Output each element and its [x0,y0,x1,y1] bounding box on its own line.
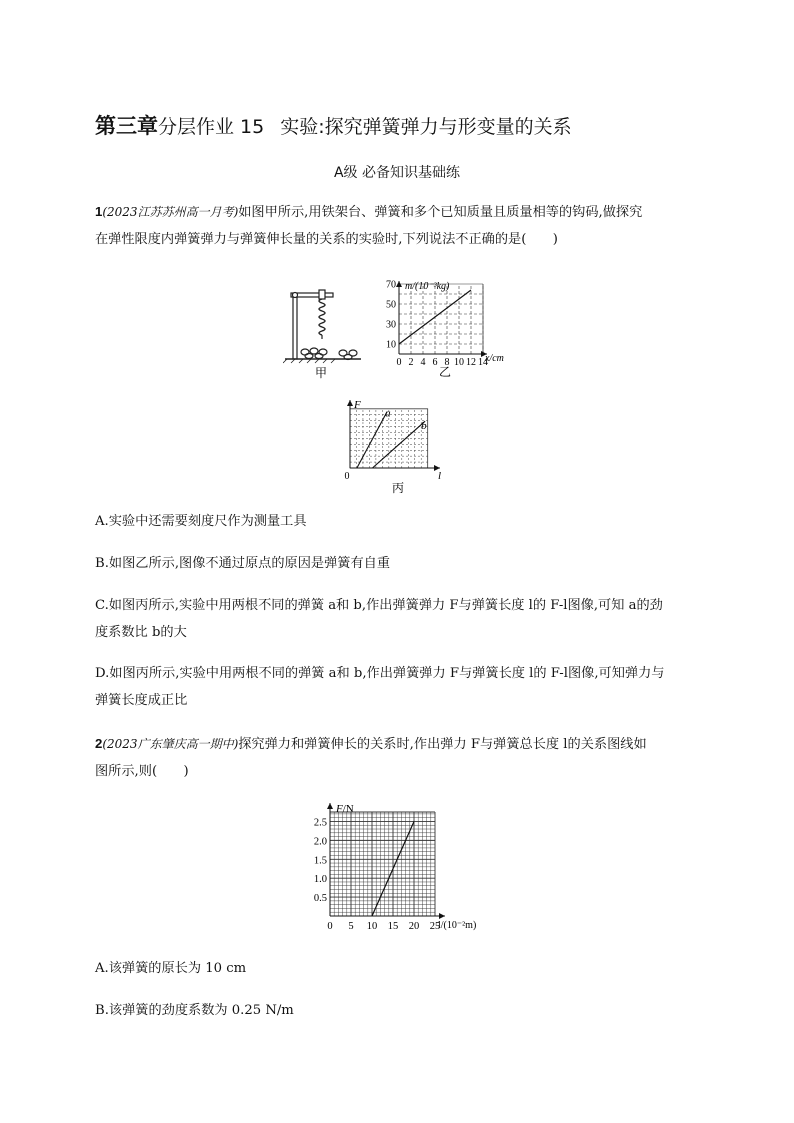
x-tick-label: 8 [444,357,450,368]
y-tick-label: 70 [386,279,396,291]
stand-rod [293,297,297,359]
fig-yi-label: 乙 [438,365,452,379]
q1-stem-line2: 在弹性限度内弹簧弹力与弹簧伸长量的关系的实验时,下列说法不正确的是( ) [95,232,558,247]
y-axis-label: m/(10⁻³kg) [405,281,450,292]
q1-option-c-line2: 度系数比 b的大 [95,625,187,640]
spring-icon [319,299,325,335]
x-tick-label: 20 [408,921,420,932]
x-tick-label: 14 [478,357,488,368]
chart-yi [375,275,515,380]
hook-weights-icon [301,348,357,360]
q1-stem-line1: 如图甲所示,用铁架台、弹簧和多个已知质量且质量相等的钩码,做探究 [238,205,643,220]
q1-option-c [95,592,707,646]
y-axis-label: F/N [336,803,354,815]
page-title [95,110,572,140]
x-axis-label: x/cm [485,353,504,364]
y-axis-label: F [354,399,361,411]
q2-option-b: B.该弹簧的劲度系数为 0.25 N/m [95,1003,294,1018]
q1-source: (2023江苏苏州高一月考) [102,205,239,219]
y-tick-label: 2.0 [313,836,327,848]
origin-label: 0 [344,471,350,482]
y-tick-label: 30 [386,319,396,331]
q1-stem [95,198,707,253]
chapter-label: 第三章 [95,114,158,138]
chart-bing [338,395,448,495]
q2-stem-line1: 探究弹力和弹簧伸长的关系时,作出弹力 F与弹簧总长度 l的关系图线如 [238,737,647,752]
y-tick-label: 1.0 [313,874,327,886]
q2-stem-line2: 图所示,则( ) [95,764,189,779]
q2-stem [95,730,707,785]
x-tick-label: 10 [366,921,378,932]
y-tick-label: 1.5 [313,855,327,867]
x-tick-label: 25 [429,921,441,932]
x-tick-label: 12 [466,357,476,368]
x-tick-label: 4 [420,357,426,368]
x-tick-label: 0 [396,357,402,368]
x-axis-label: l [438,470,442,482]
figure-jia [283,285,373,380]
fig-bing-label: 丙 [391,481,405,495]
x-tick-label: 0 [327,921,333,932]
q1-option-b: B.如图乙所示,图像不通过原点的原因是弹簧有自重 [95,556,391,571]
series-label-a: a [385,407,391,420]
x-tick-label: 6 [432,357,438,368]
x-tick-label: 10 [454,357,464,368]
level-heading: A级 必备知识基础练 [333,165,461,181]
x-tick-label: 15 [387,921,399,932]
q1-option-d-line1: D.如图丙所示,实验中用两根不同的弹簧 a和 b,作出弹簧弹力 F与弹簧长度 l的 F-l图像,可知弹力与 [95,666,665,681]
series-label-b: b [421,420,427,433]
fig-jia-label: 甲 [314,366,328,380]
q1-option-c-line1: C.如图丙所示,实验中用两根不同的弹簧 a和 b,作出弹簧弹力 F与弹簧长度 l的 F-l图像,可知 a的劲 [95,598,663,613]
y-tick-label: 0.5 [313,893,327,905]
y-tick-label: 50 [386,299,396,311]
series-line-b [372,421,425,468]
x-axis-label: l/(10⁻²m) [438,920,477,931]
q1-option-a: A.实验中还需要刻度尺作为测量工具 [95,514,307,529]
q1-option-d-line2: 弹簧长度成正比 [95,693,188,708]
y-tick-label: 10 [386,339,396,351]
chart-q2 [305,800,495,935]
q1-option-d [95,660,707,714]
q1-number: 1 [95,204,103,219]
q2-number: 2 [95,736,103,751]
q2-option-a: A.该弹簧的原长为 10 cm [95,961,247,976]
x-tick-label: 5 [348,921,354,932]
topic-label: 实验:探究弹簧弹力与形变量的关系 [280,116,572,138]
homework-label: 分层作业 15 [158,116,265,138]
q2-source: (2023广东肇庆高一期中) [102,737,239,751]
y-tick-label: 2.5 [313,817,327,829]
x-tick-label: 2 [408,357,414,368]
